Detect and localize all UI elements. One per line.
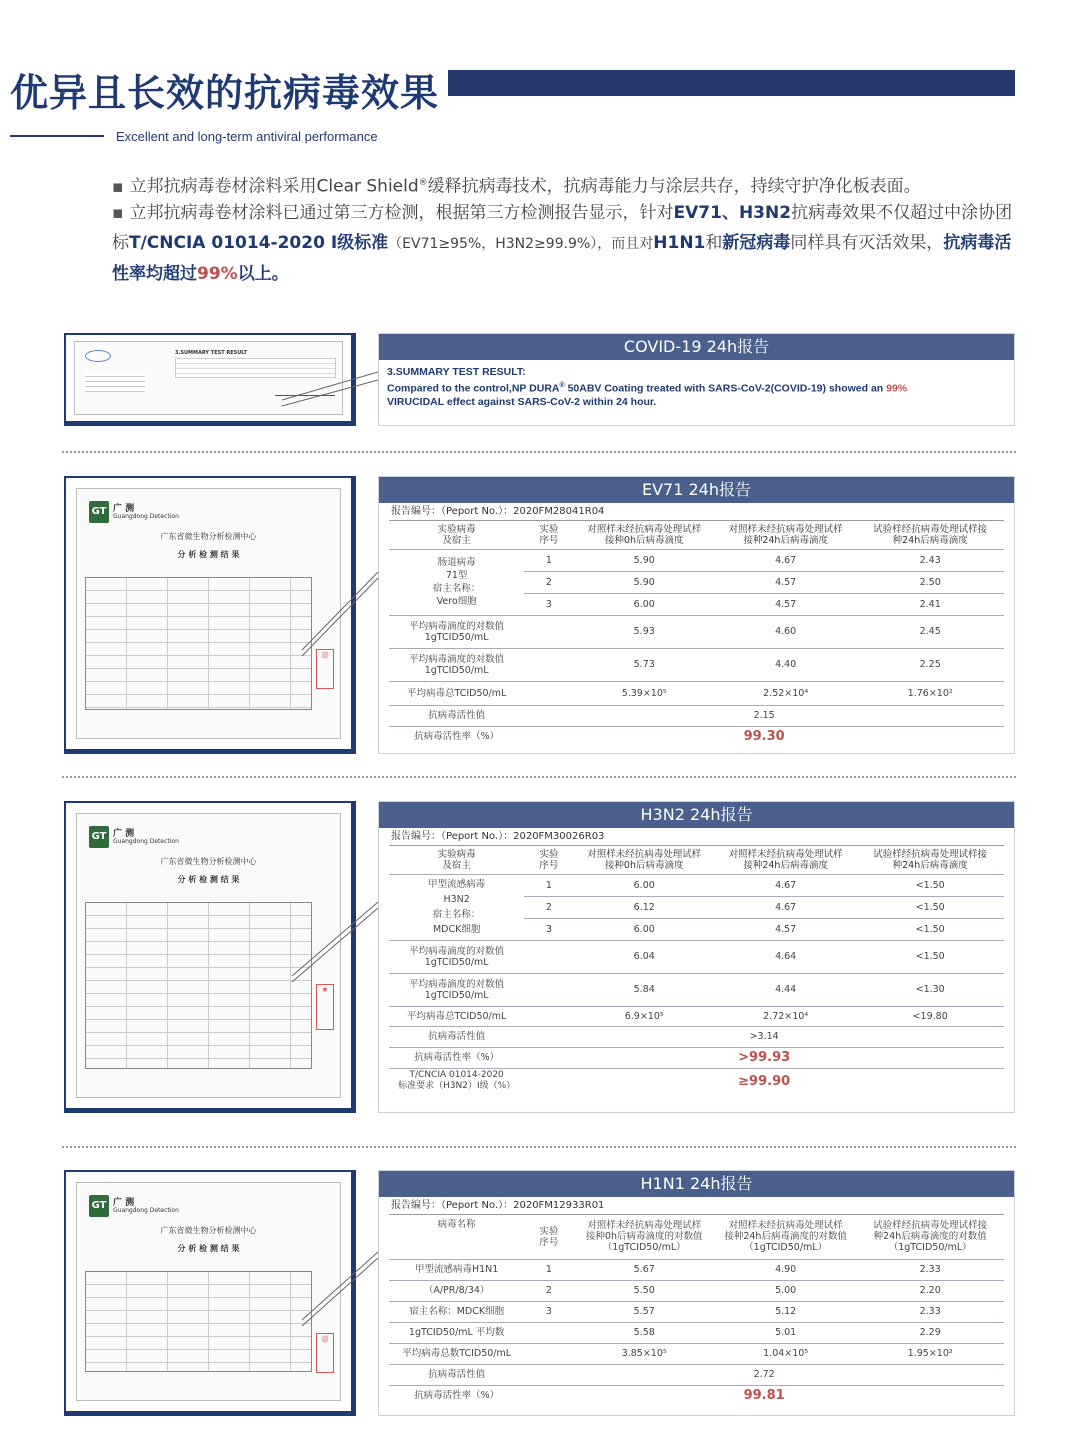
h3n2-callout-lines xyxy=(290,900,380,990)
cell xyxy=(524,681,573,705)
h1n1-callout-lines xyxy=(300,1250,380,1330)
cell: 6.00 xyxy=(573,918,714,940)
cell: 2.50 xyxy=(856,571,1004,593)
activity-value: 2.15 xyxy=(524,705,1004,726)
cell: 1.95×10² xyxy=(856,1343,1004,1364)
activity-value: >3.14 xyxy=(524,1026,1004,1047)
standard-requirement: ≥99.90 xyxy=(738,1073,791,1089)
table-row xyxy=(389,1068,1004,1094)
row-label: 宿主名称：MDCK细胞 xyxy=(389,1301,524,1322)
cell: 5.90 xyxy=(573,549,714,571)
stamp-icon: ★ xyxy=(316,984,334,1030)
cell: 5.67 xyxy=(573,1259,714,1280)
table-row xyxy=(389,726,1004,747)
summary-text: Compared to the control,NP DURA xyxy=(387,382,560,395)
bullet-1 xyxy=(112,168,1022,202)
bullet-dot: ▪ xyxy=(112,203,124,223)
table-row xyxy=(389,1006,1004,1026)
col-header: 病毒名称 xyxy=(389,1215,524,1259)
cell: 5.84 xyxy=(573,973,714,1006)
virus-host-cell: 甲型流感病毒 H3N2 宿主名称： MDCK细胞 xyxy=(389,874,524,940)
lab-center-name: 广东省微生物分析检测中心 xyxy=(160,532,257,541)
activity-value: 2.72 xyxy=(524,1364,1004,1385)
table-row xyxy=(389,874,1004,896)
lab-center-name: 广东省微生物分析检测中心 xyxy=(160,1226,257,1235)
section-divider xyxy=(62,776,1016,778)
lab-brand-en: Guangdong Detection xyxy=(113,513,179,520)
doc-table-graphic xyxy=(85,1271,312,1372)
table-row xyxy=(389,648,1004,681)
covid-report-panel xyxy=(378,333,1015,426)
cell: 2 xyxy=(524,1280,573,1301)
cell: <1.50 xyxy=(856,918,1004,940)
section-divider xyxy=(62,1146,1016,1148)
page-title: 优异且长效的抗病毒效果 xyxy=(10,71,440,115)
activity-rate: 99.81 xyxy=(743,1388,785,1404)
cell: 4.64 xyxy=(715,940,856,973)
row-label: 抗病毒活性值 xyxy=(389,1026,524,1047)
virus-highlight: 新冠病毒 xyxy=(722,233,791,253)
activity-rate: 99.30 xyxy=(743,729,785,745)
cell: 2.33 xyxy=(856,1259,1004,1280)
table-row xyxy=(389,615,1004,648)
cell: 1 xyxy=(524,1259,573,1280)
cell xyxy=(524,1322,573,1343)
cell: <19.80 xyxy=(856,1006,1004,1026)
cell xyxy=(524,940,573,973)
lab-brand-en: Guangdong Detection xyxy=(113,1207,179,1214)
cell: 2 xyxy=(524,571,573,593)
bullet-text: 同样具有灭活效果， xyxy=(790,233,944,253)
doc-result-title: 分 析 检 测 结 果 xyxy=(177,1244,240,1253)
bullet-text: 和 xyxy=(705,233,723,253)
row-label: 抗病毒活性值 xyxy=(389,1364,524,1385)
cell xyxy=(524,648,573,681)
bullet-dot: ▪ xyxy=(112,176,124,197)
col-header: 对照样未经抗病毒处理试样 接种24h后病毒滴度 xyxy=(715,846,856,874)
cell: 5.39×10⁵ xyxy=(573,681,714,705)
row-label: 抗病毒活性率（%） xyxy=(389,1047,524,1068)
cell: 2.29 xyxy=(856,1322,1004,1343)
cell: 6.04 xyxy=(573,940,714,973)
cell: 3 xyxy=(524,1301,573,1322)
row-label: 抗病毒活性率（%） xyxy=(414,1390,500,1402)
percent-highlight: 99% xyxy=(197,264,238,284)
bullet-text: 立邦抗病毒卷材涂料采用Clear Shield xyxy=(129,176,419,197)
col-header: 对照样未经抗病毒处理试样 接种0h后病毒滴度 xyxy=(573,846,714,874)
stamp-icon: 章 xyxy=(316,649,334,689)
registered-mark: ® xyxy=(418,178,428,188)
lab-brand: 广 测 xyxy=(113,504,135,514)
table-row xyxy=(389,1026,1004,1047)
table-row xyxy=(389,549,1004,571)
cell: 6.00 xyxy=(573,874,714,896)
lab-center-name: 广东省微生物分析检测中心 xyxy=(160,857,257,866)
cell: 5.50 xyxy=(573,1280,714,1301)
doc-summary-title: 3.SUMMARY TEST RESULT xyxy=(175,350,248,356)
ev71-report-panel xyxy=(378,476,1015,754)
row-label: 平均病毒滴度的对数值 1gTCID50/mL xyxy=(389,615,524,648)
col-header: 对照样未经抗病毒处理试样 接种24h后病毒滴度 xyxy=(715,521,856,549)
cell xyxy=(524,973,573,1006)
registered-mark: ® xyxy=(559,382,565,389)
cell: 2 xyxy=(524,896,573,918)
covid-summary xyxy=(379,360,1014,415)
cell: 5.01 xyxy=(715,1322,856,1343)
row-label: 平均病毒滴度的对数值 1gTCID50/mL xyxy=(389,940,524,973)
cell: 4.57 xyxy=(715,593,856,615)
doc-text-block xyxy=(85,372,145,392)
h3n2-report-panel xyxy=(378,801,1015,1113)
virus-highlight: H1N1 xyxy=(653,233,706,253)
cell: 3.85×10⁵ xyxy=(573,1343,714,1364)
report-number: 报告编号：（Peport No.）：2020FM30026R03 xyxy=(389,828,1004,846)
cell: 5.73 xyxy=(573,648,714,681)
bullet-2 xyxy=(112,198,1022,289)
row-label: 抗病毒活性率（%） xyxy=(414,731,500,743)
h1n1-report-panel xyxy=(378,1170,1015,1416)
table-row xyxy=(389,1385,1004,1406)
ev71-results-table xyxy=(389,521,1004,747)
cell xyxy=(524,615,573,648)
col-header: 实验 序号 xyxy=(524,1215,573,1259)
cell: 2.45 xyxy=(856,615,1004,648)
table-row xyxy=(389,705,1004,726)
col-header: 对照样未经抗病毒处理试样 接种24h后病毒滴度的对数值 （1gTCID50/mL） xyxy=(715,1215,856,1259)
lab-brand: 广 测 xyxy=(113,1198,135,1208)
bullet-text: 抗病毒效果不仅超过中涂协团标 xyxy=(112,203,1013,253)
doc-result-title: 分 析 检 测 结 果 xyxy=(177,550,240,559)
rate-highlight: 抗病毒活性率均超过 xyxy=(112,233,1012,284)
table-row xyxy=(389,1301,1004,1322)
table-row xyxy=(389,1364,1004,1385)
col-header: 实验 序号 xyxy=(524,846,573,874)
table-row xyxy=(389,1047,1004,1068)
doc-table-graphic xyxy=(85,577,312,710)
covid-percent: 99% xyxy=(886,382,908,395)
doc-table-graphic xyxy=(85,902,312,1069)
bullet-text: 缓释抗病毒技术，抗病毒能力与涂层共存，持续守护净化板表面。 xyxy=(427,176,921,197)
col-header: 试验样经抗病毒处理试样接 种24h后病毒滴度的对数值 （1gTCID50/mL） xyxy=(856,1215,1004,1259)
table-row xyxy=(389,973,1004,1006)
cell: 6.00 xyxy=(573,593,714,615)
cell: 4.67 xyxy=(715,874,856,896)
table-row xyxy=(389,1343,1004,1364)
subtitle-rule xyxy=(10,135,104,137)
lab-logo-icon: GT xyxy=(89,826,109,848)
cell: 4.57 xyxy=(715,571,856,593)
cell: 1 xyxy=(524,874,573,896)
row-label: 平均病毒总数TCID50/mL xyxy=(389,1343,524,1364)
cell: 1.04×10⁵ xyxy=(715,1343,856,1364)
ev71-callout-lines xyxy=(300,570,380,660)
cell: 5.57 xyxy=(573,1301,714,1322)
lab-logo-icon: GT xyxy=(89,1195,109,1217)
col-header: 实验 序号 xyxy=(524,521,573,549)
row-label: 平均病毒总TCID50/mL xyxy=(389,1006,524,1026)
cell: 3 xyxy=(524,918,573,940)
col-header: 试验样经抗病毒处理试样接 种24h后病毒滴度 xyxy=(856,521,1004,549)
header-accent-bar xyxy=(448,70,1015,96)
summary-line xyxy=(387,379,1006,396)
cell: 2.43 xyxy=(856,549,1004,571)
cell: 5.00 xyxy=(715,1280,856,1301)
bullet-text: 以上。 xyxy=(237,264,289,284)
cell: 4.67 xyxy=(715,549,856,571)
table-row xyxy=(389,940,1004,973)
row-label: T/CNCIA 01014-2020 标准要求（H3N2）I级（%） xyxy=(398,1070,516,1092)
cell: <1.50 xyxy=(856,874,1004,896)
col-header: 试验样经抗病毒处理试样接 种24h后病毒滴度 xyxy=(856,846,1004,874)
h3n2-results-table xyxy=(389,846,1004,1094)
cell: 4.40 xyxy=(715,648,856,681)
row-label: 平均病毒滴度的对数值 1gTCID50/mL xyxy=(389,973,524,1006)
cell: <1.30 xyxy=(856,973,1004,1006)
cell: 4.60 xyxy=(715,615,856,648)
cell: 5.90 xyxy=(573,571,714,593)
col-header: 实验病毒 及宿主 xyxy=(389,521,524,549)
section-divider xyxy=(62,451,1016,453)
cell: 2.25 xyxy=(856,648,1004,681)
ev71-panel-title: EV71 24h报告 xyxy=(379,477,1014,503)
cell xyxy=(524,1343,573,1364)
lab-logo-icon xyxy=(85,350,111,362)
row-label: 平均病毒总TCID50/mL xyxy=(389,681,524,705)
virus-host-cell: 肠道病毒 71型 宿主名称： Vero细胞 xyxy=(389,549,524,615)
covid-panel-title: COVID-19 24h报告 xyxy=(379,334,1014,360)
report-number: 报告编号：（Peport No.）：2020FM12933R01 xyxy=(389,1197,1004,1215)
cell: 4.57 xyxy=(715,918,856,940)
bullet-text: 立邦抗病毒卷材涂料已通过第三方检测，根据第三方检测报告显示，针对 xyxy=(129,203,674,223)
doc-result-title: 分 析 检 测 结 果 xyxy=(177,875,240,884)
cell: <1.50 xyxy=(856,896,1004,918)
cell: 3 xyxy=(524,593,573,615)
row-label: 平均病毒滴度的对数值 1gTCID50/mL xyxy=(389,648,524,681)
bullet-text: （EV71≥95%，H3N2≥99.9%），而且对 xyxy=(388,236,654,252)
cell: 5.58 xyxy=(573,1322,714,1343)
cell: 2.52×10⁴ xyxy=(715,681,856,705)
cell: 5.93 xyxy=(573,615,714,648)
summary-text: 50ABV Coating treated with SARS-CoV-2(COVID-19) showed an xyxy=(564,382,887,395)
cell: 5.12 xyxy=(715,1301,856,1322)
cell: 1.76×10² xyxy=(856,681,1004,705)
page-subtitle: Excellent and long-term antiviral performance xyxy=(116,129,378,144)
table-row xyxy=(389,1280,1004,1301)
h1n1-results-table xyxy=(389,1215,1004,1406)
col-header: 实验病毒 及宿主 xyxy=(389,846,524,874)
col-header: 对照样未经抗病毒处理试样 接种0h后病毒滴度的对数值 （1gTCID50/mL） xyxy=(573,1215,714,1259)
cell xyxy=(524,1006,573,1026)
row-label: 甲型流感病毒H1N1 xyxy=(389,1259,524,1280)
table-row xyxy=(389,1259,1004,1280)
cell: 2.33 xyxy=(856,1301,1004,1322)
covid-callout-lines xyxy=(280,370,380,410)
h1n1-panel-title: H1N1 24h报告 xyxy=(379,1171,1014,1197)
h3n2-panel-title: H3N2 24h报告 xyxy=(379,802,1014,828)
col-header: 对照样未经抗病毒处理试样 接种0h后病毒滴度 xyxy=(573,521,714,549)
cell: 4.67 xyxy=(715,896,856,918)
cell: 2.72×10⁴ xyxy=(715,1006,856,1026)
lab-brand-en: Guangdong Detection xyxy=(113,838,179,845)
report-number: 报告编号：（Peport No.）：2020FM28041R04 xyxy=(389,503,1004,521)
standard-highlight: T/CNCIA 01014-2020 I级标准 xyxy=(129,233,389,253)
stamp-icon: 章 xyxy=(316,1333,334,1373)
cell: 6.12 xyxy=(573,896,714,918)
cell: 6.9×10⁵ xyxy=(573,1006,714,1026)
summary-text: VIRUCIDAL effect against SARS-CoV-2 within 24 hour. xyxy=(387,395,657,408)
lab-logo-icon: GT xyxy=(89,501,109,523)
table-row xyxy=(389,1322,1004,1343)
table-header-row xyxy=(389,1215,1004,1259)
summary-heading: 3.SUMMARY TEST RESULT: xyxy=(387,366,526,378)
row-label: 抗病毒活性值 xyxy=(389,705,524,726)
table-row xyxy=(389,681,1004,705)
lab-brand: 广 测 xyxy=(113,829,135,839)
cell: <1.50 xyxy=(856,940,1004,973)
cell: 1 xyxy=(524,549,573,571)
cell: 4.44 xyxy=(715,973,856,1006)
row-label: 1gTCID50/mL 平均数 xyxy=(389,1322,524,1343)
activity-rate: >99.93 xyxy=(524,1047,1004,1068)
cell: 2.41 xyxy=(856,593,1004,615)
cell: 2.20 xyxy=(856,1280,1004,1301)
virus-highlight: EV71、H3N2 xyxy=(673,203,792,223)
cell: 4.90 xyxy=(715,1259,856,1280)
row-label: （A/PR/8/34） xyxy=(389,1280,524,1301)
